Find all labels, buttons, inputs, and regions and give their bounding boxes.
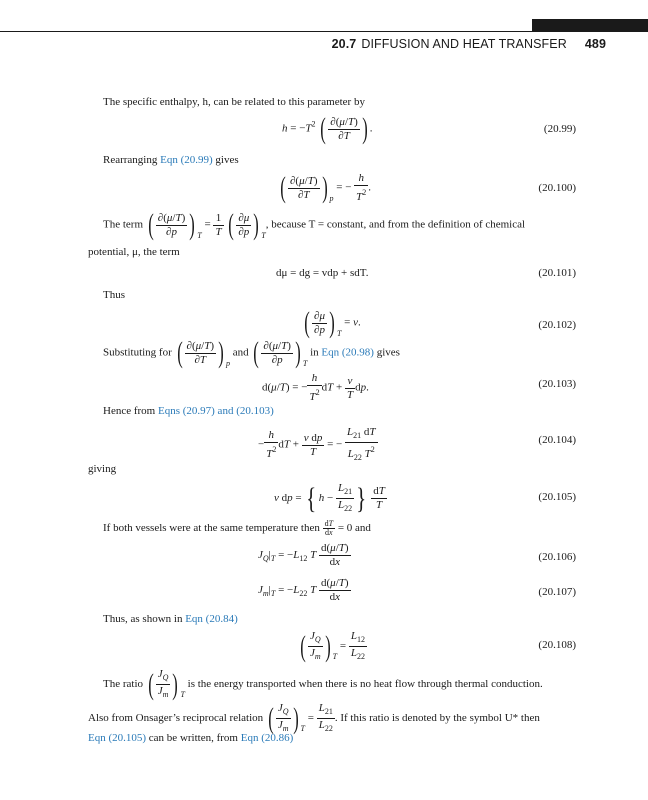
link-eqns-20-97-20-103[interactable]: Eqns (20.97) and (20.103) (157, 405, 274, 417)
eq-number-20-100: (20.100) (538, 182, 576, 194)
equation-20-103: d(μ/T) = − $\frac{h}{T^2}$ dT + $\frac{v}{T}$ dp. (262, 372, 369, 403)
paragraph-the-term: The term ( $\frac{\partial(\mu/T)}{\partial p}$ ) $_T$ = $\frac{1}{T}$ ( $\frac{\partial\mu}{\partial p}$ ) $_T$, because T = constant, and from the definition of chemical (103, 208, 526, 241)
header-rule (0, 31, 648, 32)
eq-number-20-102: (20.102) (538, 319, 576, 331)
link-eqn-20-105[interactable]: Eqn (20.105) (88, 732, 147, 744)
paragraph-rearranging: Rearranging Eqn (20.99) gives (103, 154, 239, 166)
equation-20-108: ( $\frac{J_Q}{J_m}$ ) $_T$ = $\frac{L_{12}}{L_{22}}$ (300, 629, 365, 663)
paragraph-last: Eqn (20.105) can be written, from Eqn (20.86) (88, 732, 294, 744)
section-number: 20.7 (331, 37, 357, 51)
eq-number-20-105: (20.105) (538, 491, 576, 503)
eq-number-20-99: (20.99) (543, 123, 576, 135)
paragraph-thus: Thus (103, 289, 125, 301)
equation-20-100: ( $\frac{\partial(\mu/T)}{\partial T}$ ) $_p$ = − $\frac{h}{T^2}$ . (280, 171, 372, 204)
paragraph-thus-shown: Thus, as shown in Eqn (20.84) (103, 613, 238, 625)
paragraph-hence: Hence from Eqns (20.97) and (20.103) (103, 405, 274, 417)
equation-20-104: − $\frac{h}{T^2}$ dT + $\frac{\text{v dp}}{T}$ = − $\frac{L_{21} dT}{L_{22} T^2}$ (258, 426, 376, 462)
eq-number-20-104: (20.104) (538, 434, 576, 446)
link-eqn-20-86[interactable]: Eqn (20.86) (240, 732, 294, 744)
equation-20-101: dμ = dg = vdp + sdT. (276, 267, 369, 279)
paragraph-giving: giving (88, 463, 117, 475)
eq-number-20-103: (20.103) (538, 378, 576, 390)
eq-number-20-108: (20.108) (538, 639, 576, 651)
equation-20-99: $h = -T^2$ ( $\frac{\partial(\mu/T)}{\partial T}$ ) . (282, 112, 373, 145)
paragraph-both-vessels: If both vessels were at the same temperature then $\frac{dT}{dx}$ = 0 and (103, 519, 371, 537)
eq-number-20-101: (20.101) (538, 267, 576, 279)
link-eqn-20-84[interactable]: Eqn (20.84) (185, 613, 238, 625)
link-eqn-20-99[interactable]: Eqn (20.99) (160, 154, 213, 166)
equation-20-102: ( $\frac{\partial\mu}{\partial p}$ ) $_T$ = v. (304, 306, 361, 339)
eq-number-20-107: (20.107) (538, 586, 576, 598)
equation-20-107: $J_m|_T = -L_{22}$ T $\frac{d(\mu/T)}{dx}$ (258, 577, 349, 603)
link-eqn-20-98[interactable]: Eqn (20.98) (321, 346, 374, 359)
paragraph-potential: potential, μ, the term (88, 246, 180, 258)
page-number: 489 (584, 37, 606, 51)
equation-20-105: v dp = { h − $\frac{L_{21}}{L_{22}}$ } $\frac{dT}{T}$ (274, 481, 385, 515)
eq-number-20-106: (20.106) (538, 551, 576, 563)
paragraph-ratio: The ratio ( $\frac{J_Q}{J_m}$ ) $_T$ is the energy transported when there is no heat flow through thermal conduction. (103, 667, 543, 701)
paragraph-substituting: Substituting for ( $\frac{\partial(\mu/T)}{\partial T}$ ) $_p$ and ( $\frac{\partial(\mu/T)}{\partial p}$ ) $_T$ in Eqn (20.98) gives (103, 336, 400, 369)
paragraph-onsager: Also from Onsager’s reciprocal relation ( $\frac{J_Q}{J_m}$ ) $_T$ = $\frac{L_{21}}{L_{22}}$ . If this ratio is denoted by the symbol U* then (88, 701, 540, 735)
section-title: DIFFUSION AND HEAT TRANSFER (361, 37, 567, 51)
running-header (332, 37, 606, 51)
paragraph-enthalpy: The specific enthalpy, h, can be related to this parameter by (103, 96, 365, 108)
equation-20-106: $J_Q|_T = -L_{12}$ T $\frac{d(\mu/T)}{dx}$ (258, 542, 349, 568)
